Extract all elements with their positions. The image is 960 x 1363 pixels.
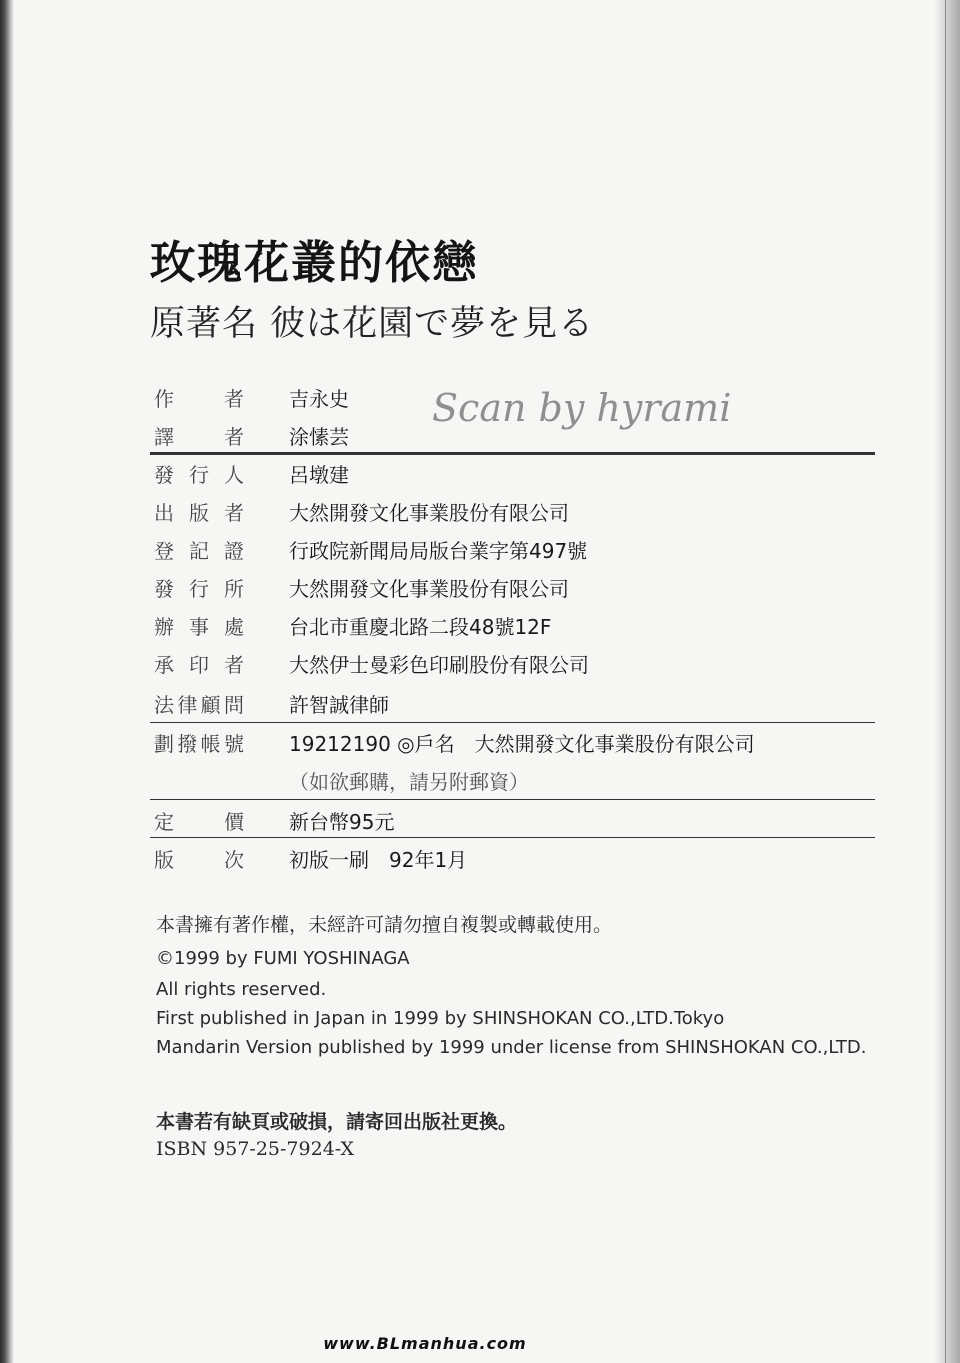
credit-label: 發 行 人 — [154, 463, 244, 487]
first-published-notice: First published in Japan in 1999 by SHINSHOKAN CO.,LTD.Tokyo — [156, 1008, 725, 1029]
credit-value: 大然開發文化事業股份有限公司 — [289, 577, 569, 601]
credit-label: 劃 撥 帳 號 — [154, 732, 244, 756]
credit-value: （如欲郵購，請另附郵資） — [289, 770, 529, 794]
credit-value: 初版一刷 92年1月 — [289, 848, 468, 872]
scan-left-edge — [0, 0, 14, 1363]
credit-label: 作 者 — [154, 387, 244, 411]
credit-label: 辦 事 處 — [154, 615, 244, 639]
copyright-notice-cn: 本書擁有著作權，未經許可請勿擅自複製或轉載使用。 — [156, 914, 613, 936]
credit-value: 行政院新聞局局版台業字第497號 — [289, 539, 588, 563]
credit-label: 譯 者 — [154, 425, 244, 449]
credit-value: 呂墩建 — [289, 463, 349, 487]
credit-value: 大然伊士曼彩色印刷股份有限公司 — [289, 653, 589, 677]
credit-label: 法 律 顧 問 — [154, 693, 244, 717]
credit-label: 承 印 者 — [154, 653, 244, 677]
credit-value: 涂愫芸 — [289, 425, 349, 449]
mandarin-version-notice: Mandarin Version published by 1999 under license from SHINSHOKAN CO.,LTD. — [156, 1037, 867, 1058]
divider-thick — [150, 452, 875, 455]
credit-value: 大然開發文化事業股份有限公司 — [289, 501, 569, 525]
divider — [150, 799, 875, 800]
isbn: ISBN 957-25-7924-X — [156, 1138, 355, 1160]
scan-watermark: Scan by hyrami — [432, 386, 732, 430]
credit-label: 發 行 所 — [154, 577, 244, 601]
credit-value: 許智誠律師 — [289, 693, 389, 717]
credit-value: 吉永史 — [289, 387, 349, 411]
divider — [150, 722, 875, 723]
page-edge-line — [945, 0, 946, 1363]
credit-value: 19212190 ◎戶名 大然開發文化事業股份有限公司 — [289, 732, 755, 756]
divider — [150, 837, 875, 838]
credit-label: 出 版 者 — [154, 501, 244, 525]
original-title: 原著名 彼は花園で夢を見る — [150, 304, 595, 344]
rights-notice: All rights reserved. — [156, 979, 327, 1000]
footer-url: www.BLmanhua.com — [323, 1334, 527, 1353]
credit-label: 登 記 證 — [154, 539, 244, 563]
credit-label: 定 價 — [154, 810, 244, 834]
replacement-notice: 本書若有缺頁或破損，請寄回出版社更換。 — [156, 1111, 518, 1133]
scan-right-edge — [934, 0, 960, 1363]
copyright-notice-en: ©1999 by FUMI YOSHINAGA — [156, 948, 410, 969]
credit-value: 新台幣95元 — [289, 810, 395, 834]
book-title: 玫瑰花叢的依戀 — [150, 236, 480, 289]
credit-value: 台北市重慶北路二段48號12F — [289, 615, 552, 639]
credit-label: 版 次 — [154, 848, 244, 872]
